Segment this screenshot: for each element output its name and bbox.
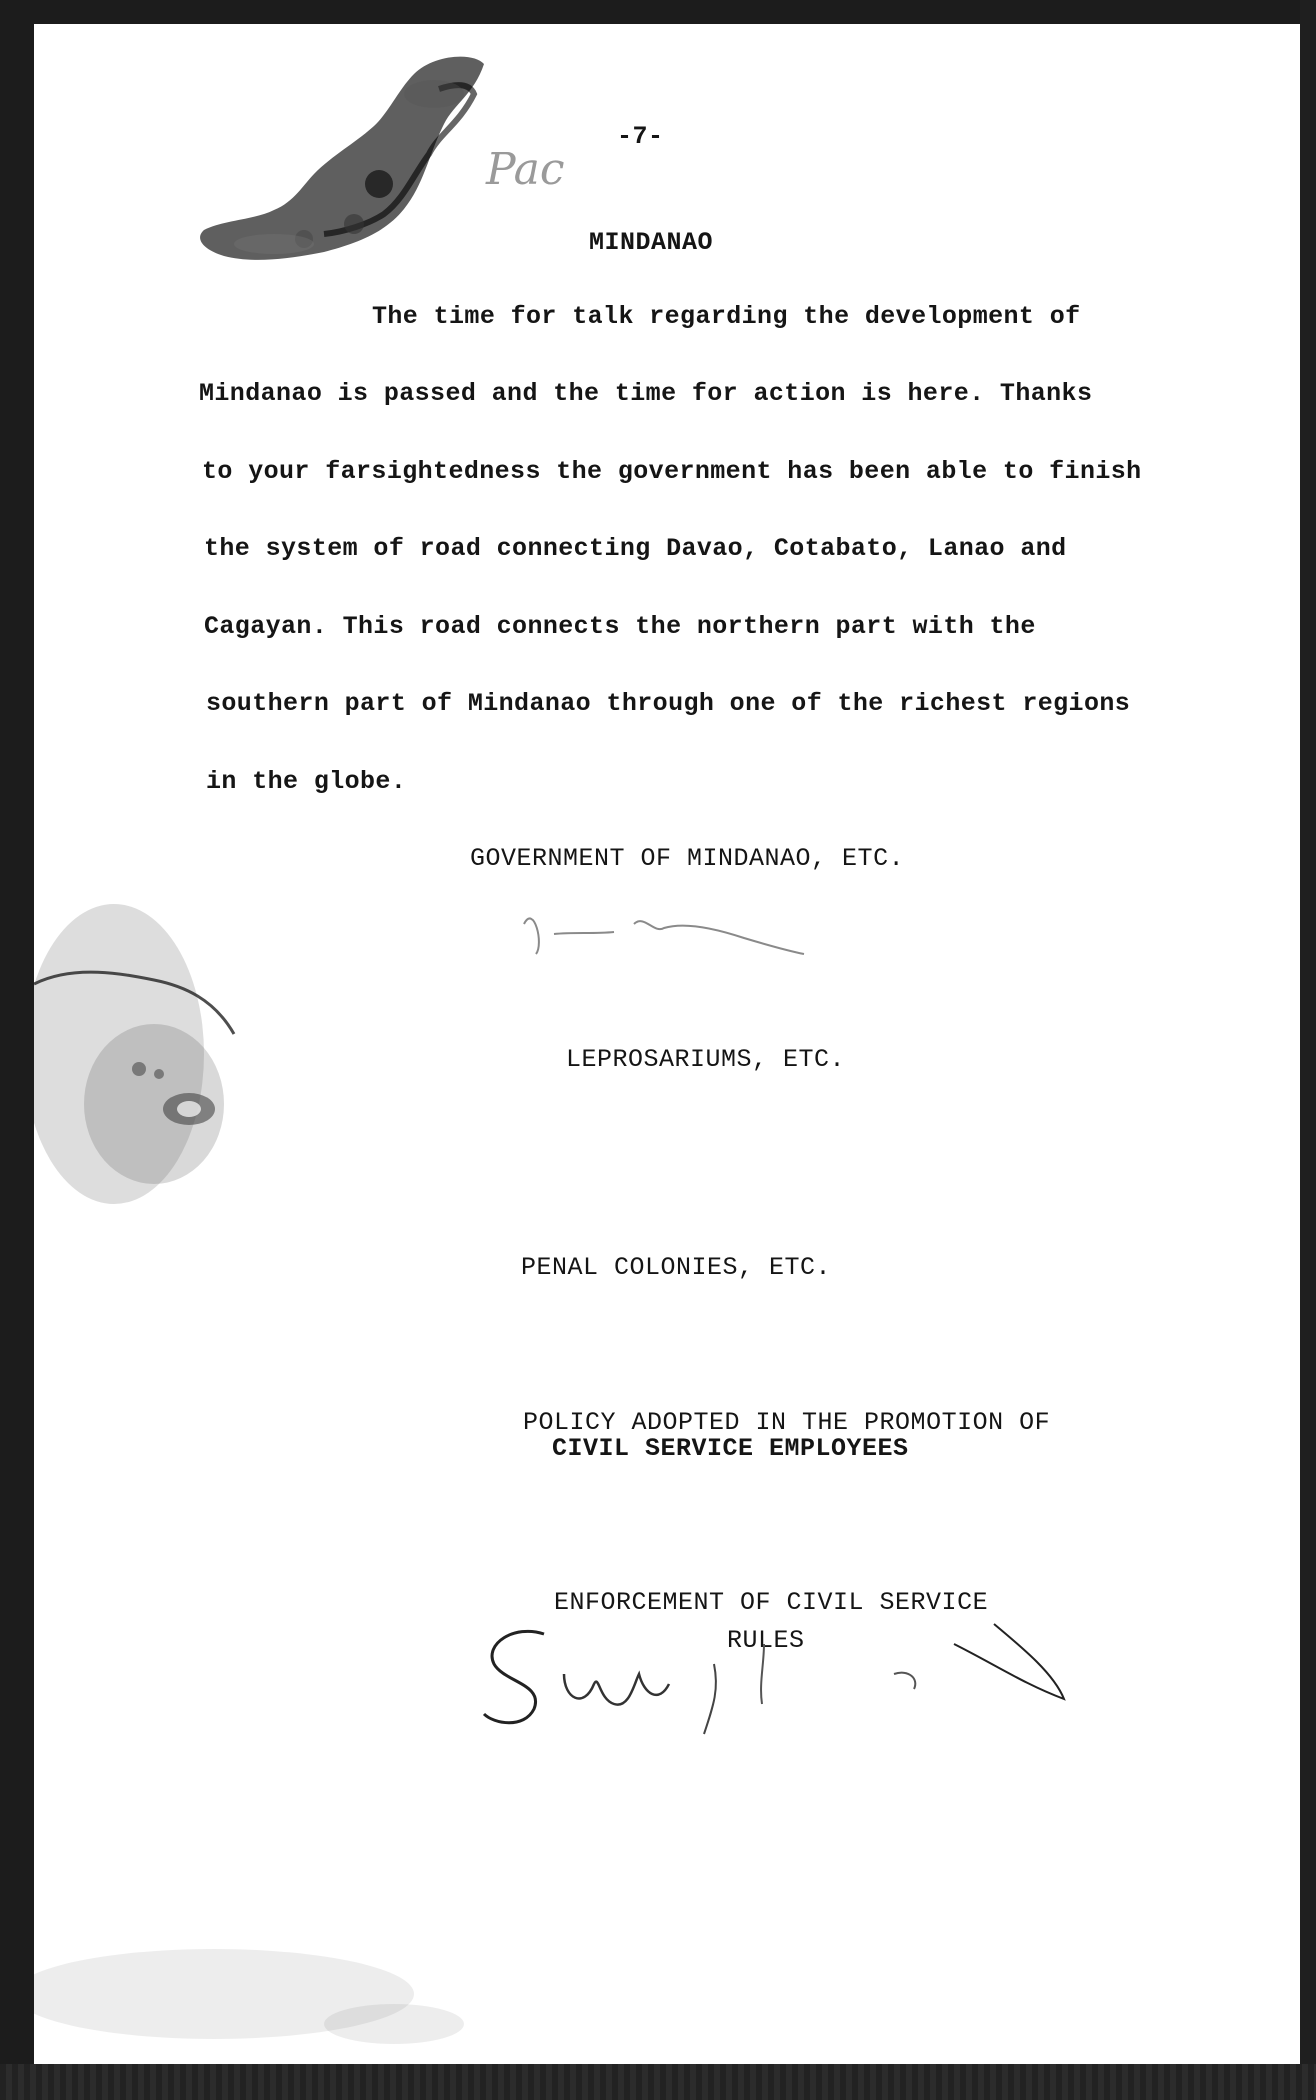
paragraph-line: to your farsightedness the government has been able to finish: [202, 457, 1142, 486]
paragraph-line: the system of road connecting Davao, Cotabato, Lanao and: [204, 534, 1067, 563]
smudge-left: [34, 904, 304, 1244]
scan-border-right: [1300, 0, 1316, 2100]
handwritten-scribble: [514, 894, 814, 974]
heading-enforcement-line2: RULES: [727, 1626, 805, 1655]
paragraph-line: Mindanao is passed and the time for action is here. Thanks: [199, 379, 1093, 408]
heading-government-of-mindanao: GOVERNMENT OF MINDANAO, ETC.: [470, 844, 905, 873]
heading-enforcement-line1: ENFORCEMENT OF CIVIL SERVICE: [554, 1588, 989, 1617]
pencil-note: Pac: [486, 144, 565, 195]
section-title: MINDANAO: [589, 228, 714, 257]
paragraph-line: in the globe.: [206, 767, 407, 796]
smudge-bottom: [34, 1924, 494, 2064]
heading-policy-line1: POLICY ADOPTED IN THE PROMOTION OF: [523, 1408, 1051, 1437]
paragraph-line: southern part of Mindanao through one of the richest regions: [206, 689, 1131, 718]
paragraph-line: The time for talk regarding the development of: [372, 302, 1081, 331]
heading-leprosariums: LEPROSARIUMS, ETC.: [566, 1045, 846, 1074]
page-number: -7-: [617, 122, 664, 151]
burn-stain-top: [184, 34, 524, 294]
scan-border-bottom: [0, 2064, 1316, 2100]
paragraph-line: Cagayan. This road connects the northern part with the: [204, 612, 1036, 641]
heading-penal-colonies: PENAL COLONIES, ETC.: [521, 1253, 832, 1282]
heading-policy-line2: CIVIL SERVICE EMPLOYEES: [552, 1434, 909, 1463]
paper-sheet: [34, 24, 1300, 2064]
